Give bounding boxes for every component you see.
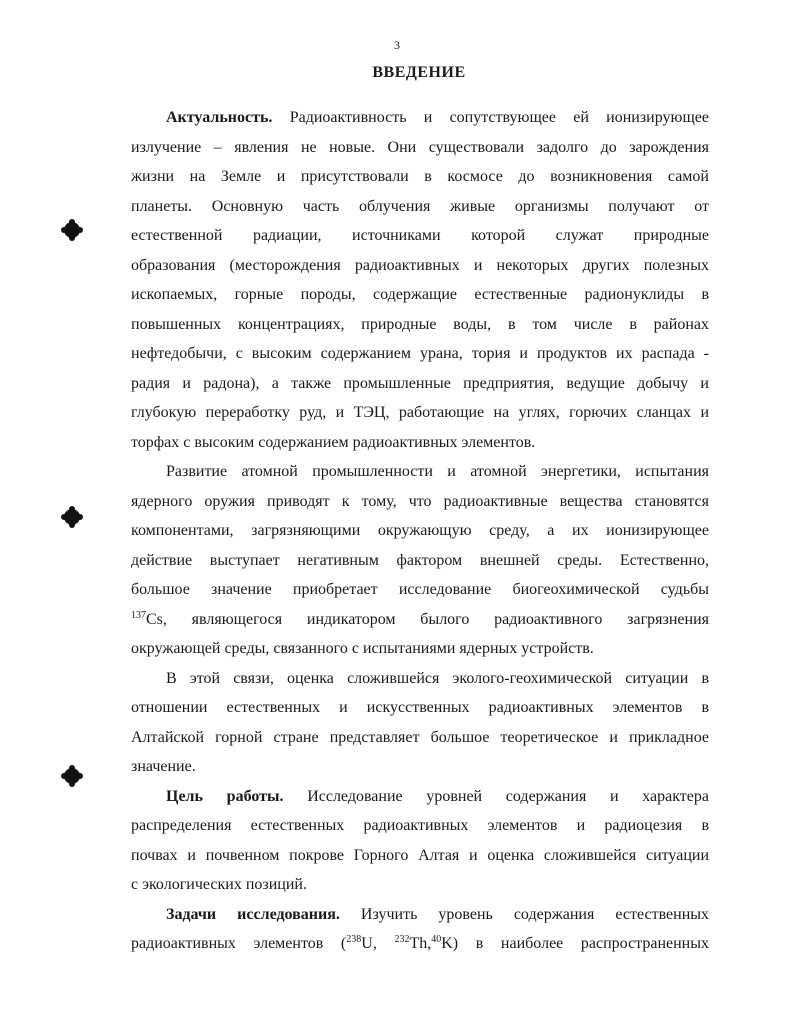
- punch-hole-mark: [64, 768, 80, 784]
- text-line: радиоактивных элементов ($^{238}$U, $^{232}$Th,$^{40}$K) в наиболее распространенных: [131, 934, 709, 952]
- text-line: ископаемых, горные породы, содержащие естественные радионуклиды в: [131, 286, 709, 303]
- text-line: распределения естественных радиоактивных элементов и радиоцезия в: [131, 817, 709, 834]
- section-heading: Актуальность.: [166, 109, 273, 126]
- page-number: 3: [394, 38, 400, 52]
- text-line: В этой связи, оценка сложившейся эколого-геохимической ситуации в: [166, 669, 709, 687]
- isotope-mass-number: 232: [394, 934, 410, 945]
- section-heading: Цель работы.: [166, 787, 284, 805]
- text-line: излучение – явления не новые. Они существовали задолго до зарождения: [131, 138, 709, 156]
- punch-hole-mark: [64, 222, 80, 238]
- text-line: окружающей среды, связанного с испытаниями ядерных устройств.: [131, 640, 594, 657]
- text-line: нефтедобычи, с высоким содержанием урана, тория и продуктов их распада -: [131, 345, 709, 362]
- document-body: [131, 103, 709, 959]
- text-line: с экологических позиций.: [131, 876, 307, 893]
- text-line: компонентами, загрязняющими окружающую среду, а их ионизирующее: [131, 522, 709, 539]
- text-line: Развитие атомной промышленности и атомной энергетики, испытания: [166, 463, 709, 480]
- text-line: Цель работы. Исследование уровней содержания и характера: [166, 787, 709, 805]
- text-line: Алтайской горной стране представляет большое теоретическое и прикладное: [131, 728, 709, 746]
- text-line: Актуальность. Радиоактивность и сопутствующее ей ионизирующее: [166, 109, 709, 126]
- text-line: естественной радиации, источниками которой служат природные: [131, 227, 709, 244]
- text-line: торфах с высоким содержанием радиоактивных элементов.: [131, 433, 536, 451]
- isotope-mass-number: 40: [431, 934, 442, 945]
- text-line: действие выступает негативным фактором внешней среды. Естественно,: [131, 551, 709, 569]
- text-line: почвах и почвенном покрове Горного Алтая и оценка сложившейся ситуации: [131, 846, 709, 864]
- text-line: ядерного оружия приводят к тому, что радиоактивные вещества становятся: [131, 492, 709, 510]
- isotope-mass-number: 137: [131, 609, 146, 621]
- section-heading: Задачи исследования.: [166, 905, 340, 923]
- text-line: Задачи исследования. Изучить уровень содержания естественных: [166, 905, 710, 923]
- isotope-mass-number: 238: [346, 934, 362, 945]
- text-line: планеты. Основную часть облучения живые организмы получают от: [131, 197, 709, 215]
- text-line: глубокую переработку руд, и ТЭЦ, работающие на углях, горючих сланцах и: [131, 404, 709, 421]
- text-line: радия и радона), а также промышленные предприятия, ведущие добычу и: [131, 374, 709, 392]
- text-line: отношении естественных и искусственных радиоактивных элементов в: [131, 699, 709, 716]
- text-line: $^{137}$Cs, являющегося индикатором былого радиоактивного загрязнения: [131, 609, 709, 628]
- text-line: повышенных концентрациях, природные воды, в том числе в районах: [131, 315, 709, 333]
- text-line: значение.: [131, 758, 196, 775]
- text-line: большое значение приобретает исследование биогеохимической судьбы: [131, 581, 709, 598]
- text-line: жизни на Земле и присутствовали в космосе до возникновения самой: [131, 168, 709, 185]
- punch-hole-mark: [64, 509, 80, 525]
- text-line: образования (месторождения радиоактивных и некоторых других полезных: [131, 256, 709, 274]
- page-title: ВВЕДЕНИЕ: [372, 64, 466, 81]
